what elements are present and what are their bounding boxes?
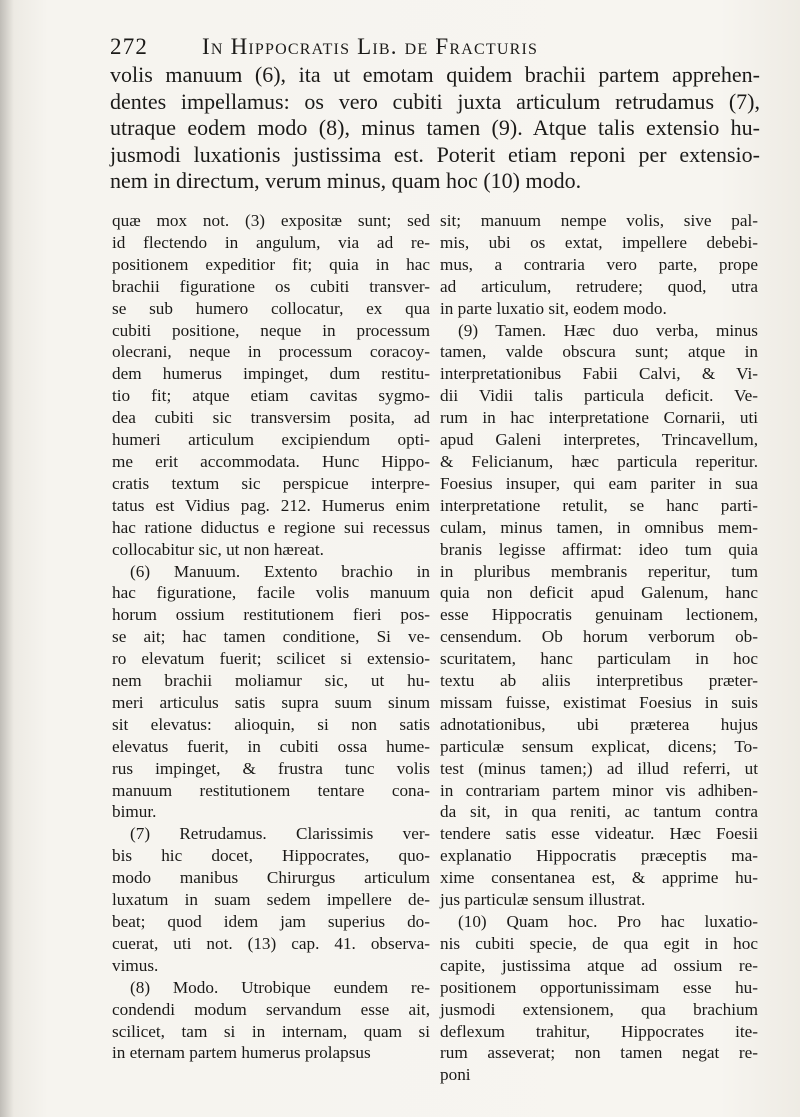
right-column-line: Foesius insuper, qui eam pariter in sua (440, 473, 758, 493)
right-column-line: adnotationibus, ubi præterea hujus (440, 714, 758, 734)
right-column-line: apud Galeni interpretes, Trincavellum, (440, 430, 758, 450)
left-column-line: tatus est Vidius pag. 212. Humerus enim (112, 495, 430, 515)
left-column-line: modo manibus Chirurgus articulum (112, 868, 430, 888)
right-column-line: rum in hac interpretatione Cornarii, uti (440, 408, 758, 428)
right-column-line: in pluribus membranis reperitur, tum (440, 561, 758, 581)
left-column-line: (7) Retrudamus. Clarissimis ver- (130, 824, 430, 844)
right-column-line: mis, ubi os extat, impellere debebi- (440, 232, 758, 252)
left-column-line: id flectendo in angulum, via ad re- (112, 232, 430, 252)
right-column-line: tamen, valde obscura sunt; atque in (440, 342, 758, 362)
left-column-line: nem brachii moliamur sic, ut hu- (112, 671, 430, 691)
left-column-line: dea cubiti sic transversim posita, ad (112, 408, 430, 428)
right-column-line: censendum. Ob horum verborum ob- (440, 627, 758, 647)
right-column-line: sit; manuum nempe volis, sive pal- (440, 211, 758, 230)
main-text-line: nem in directum, verum minus, quam hoc (10) modo. (110, 168, 582, 193)
right-column-line: deflexum trahitur, Hippocrates ite- (440, 1021, 758, 1041)
left-column-line: bimur. (112, 802, 157, 822)
left-column-line: sit elevatus: alioquin, si non satis (112, 714, 430, 734)
right-column-line: poni (440, 1065, 471, 1085)
main-text-line: volis manuum (6), ita ut emotam quidem brachii partem apprehen- (110, 62, 760, 87)
right-column-line: esse Hippocratis genuinam lectionem, (440, 605, 758, 625)
left-column-line: cratis textum sic perspicue interpre- (112, 473, 430, 493)
right-column-line: interpretationibus Fabii Calvi, & Vi- (440, 364, 758, 384)
right-column-line: missam fuisse, existimat Foesius in suis (440, 692, 758, 712)
left-column-line: scilicet, tam si in internam, quam si (112, 1021, 430, 1041)
left-column-line: se ait; hac tamen conditione, Si ve- (112, 627, 430, 647)
left-column-line: olecrani, neque in processum coracoy- (112, 342, 430, 362)
right-column-line: culam, minus tamen, in omnibus mem- (440, 517, 758, 537)
left-column-line: me erit accommodata. Hunc Hippo- (112, 451, 430, 471)
page-number: 272 (110, 34, 149, 59)
notes-left-column (112, 210, 430, 1064)
right-column-line: branis legisse affirmat: ideo tum quia (440, 539, 758, 559)
left-column-line: ro elevatum fuerit; scilicet si extensio- (112, 649, 430, 669)
left-column-line: rus impinget, & frustra tunc volis (112, 758, 430, 778)
left-column-line: dem humerus impinget, dum restitu- (112, 364, 430, 384)
left-column-line: tio fit; atque etiam cavitas sygmo- (112, 386, 430, 406)
right-column-line: in parte luxatio sit, eodem modo. (440, 298, 667, 318)
left-column-line: positionem expeditior fit; quia in hac (112, 254, 430, 274)
right-column-line: particulæ sensum explicat, dicens; To- (440, 736, 758, 756)
right-column-line: explanatio Hippocratis præceptis ma- (440, 846, 758, 866)
right-column-line: scuritatem, hanc particulam in hoc (440, 649, 758, 669)
left-column-line: cubiti positione, neque in processum (112, 320, 430, 340)
right-column-line: quia non deficit apud Galenum, hanc (440, 583, 758, 603)
right-column-line: nis cubiti specie, de qua egit in hoc (440, 933, 758, 953)
right-column-line: tendere satis esse videatur. Hæc Foesii (440, 824, 758, 844)
right-column-line: capite, justissima atque ad ossium re- (440, 955, 758, 975)
left-column-line: meri articulus satis supra suum sinum (112, 692, 430, 712)
right-column-line: test (minus tamen;) ad illud referri, ut (440, 758, 758, 778)
right-column-line: jus particulæ sensum illustrat. (440, 890, 646, 910)
left-column-line: bis hic docet, Hippocrates, quo- (112, 846, 430, 866)
right-column-line: (9) Tamen. Hæc duo verba, minus (458, 320, 758, 340)
page-header (110, 34, 670, 64)
left-column-line: luxatum in suam sedem impellere de- (112, 890, 430, 910)
left-column-line: horum ossium restitutionem fieri pos- (112, 605, 430, 625)
right-column-line: ad articulum, retrudere; quod, utra (440, 276, 758, 296)
left-column-line: (8) Modo. Utrobique eundem re- (130, 977, 430, 997)
right-column-line: da sit, in qua reniti, ac tantum contra (440, 802, 758, 822)
left-column-line: vimus. (112, 955, 159, 975)
left-column-line: in eternam partem humerus prolapsus (112, 1043, 371, 1063)
main-text-line: jusmodi luxationis justissima est. Poterit etiam reponi per extensio- (110, 141, 760, 167)
left-column-line: quæ mox not. (3) expositæ sunt; sed (112, 211, 430, 230)
right-column-line: jusmodi extensionem, qua brachium (440, 999, 758, 1019)
running-title: In Hippocratis Lib. de Fracturis (202, 34, 539, 59)
left-column-line: hac figuratione, facile volis manuum (112, 583, 430, 603)
left-column-line: se sub humero collocatur, ex qua (112, 298, 430, 318)
left-column-line: condendi modum servandum esse ait, (112, 999, 430, 1019)
left-column-line: humeri articulum excipiendum opti- (112, 430, 430, 450)
left-column-line: cuerat, uti not. (13) cap. 41. observa- (112, 933, 430, 953)
right-column-line: dii Vidii talis particula deficit. Ve- (440, 386, 758, 406)
spine-shadow (0, 0, 14, 1117)
right-column-line: & Felicianum, hæc particula reperitur. (440, 451, 758, 471)
right-column-line: (10) Quam hoc. Pro hac luxatio- (458, 912, 758, 931)
left-column-line: hac ratione diductus e regione sui recessus (112, 517, 430, 537)
left-column-line: elevatus fuerit, in cubiti ossa hume- (112, 736, 430, 756)
main-text-line: utraque eodem modo (8), minus tamen (9). Atque talis extensio hu- (110, 115, 760, 140)
left-column-line: beat; quod idem jam superius do- (112, 912, 430, 931)
left-column-line: brachii figuratione os cubiti transver- (112, 276, 430, 296)
right-column-line: textu ab aliis interpretibus præter- (440, 671, 758, 691)
left-column-line: manuum restitutionem tentare cona- (112, 780, 430, 800)
right-column-line: positionem opportunissimam esse hu- (440, 977, 758, 997)
right-column-line: in contrariam partem minor vis adhiben- (440, 780, 758, 800)
left-column-line: (6) Manuum. Extento brachio in (130, 561, 430, 581)
main-text-block (110, 62, 760, 195)
right-column-line: xime consentanea est, & apprime hu- (440, 868, 758, 888)
right-column-line: rum asseverat; non tamen negat re- (440, 1043, 758, 1063)
right-column-line: interpretatione retulit, se hanc parti- (440, 495, 758, 515)
main-text-line: dentes impellamus: os vero cubiti juxta articulum retrudamus (7), (110, 88, 760, 114)
notes-right-column (440, 210, 758, 1086)
left-column-line: collocabitur sic, ut non hæreat. (112, 539, 324, 559)
right-column-line: mus, a contraria vero parte, prope (440, 254, 758, 274)
